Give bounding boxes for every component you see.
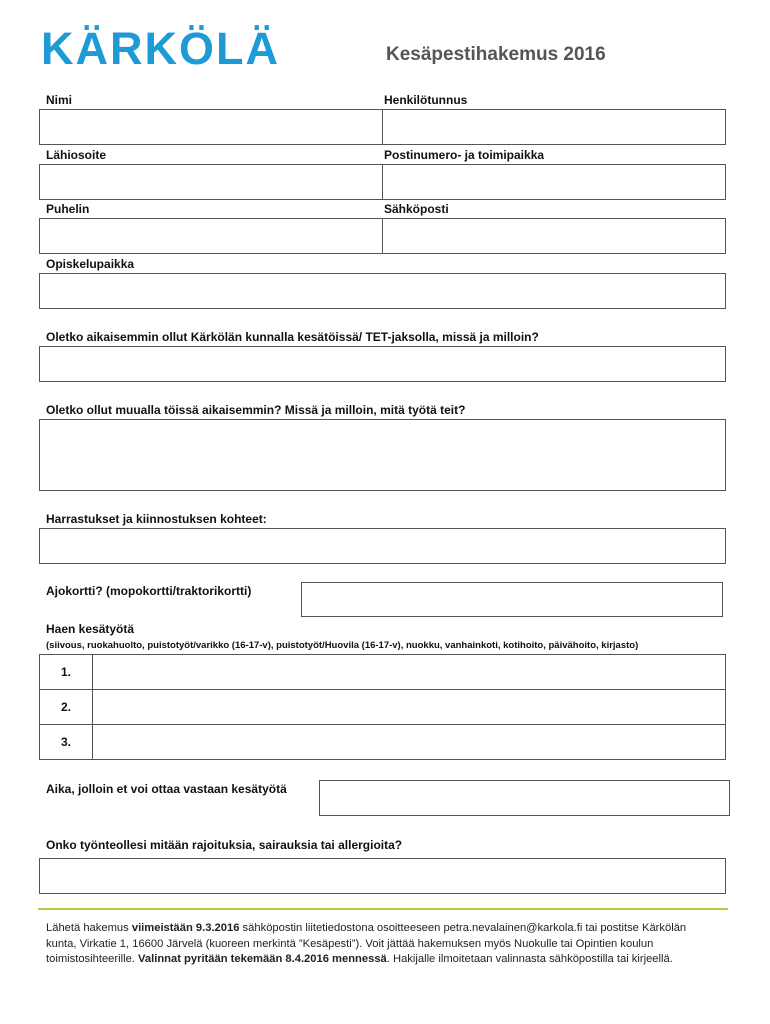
page-title: Kesäpestihakemus 2016 (386, 44, 606, 65)
lahiosoite-field[interactable] (39, 164, 383, 200)
label-aika: Aika, jolloin et voi ottaa vastaan kesätyötä (46, 782, 287, 796)
choice-number: 1. (39, 654, 93, 690)
postinumero-field[interactable] (382, 164, 726, 200)
choice-3-field[interactable] (92, 724, 726, 760)
footer-divider (38, 908, 728, 910)
harrastukset-field[interactable] (39, 528, 726, 564)
henkilotunnus-field[interactable] (382, 109, 726, 145)
choice-number: 3. (39, 724, 93, 760)
footer-instructions: Lähetä hakemus viimeistään 9.3.2016 sähköpostin liitetiedostona osoitteeseen petra.nevalainen@karkola.fi tai postitse Kärkölän kunta, Virkatie 1, 16600 Järvelä (kuoreen merkintä ”Kesäpesti”). Voit jättää hakemuksen myös Nuokulle tai Opintien koulun toimistosihteerille. Valinnat pyritään tekemään 8.4.2016 mennessä. Hakijalle ilmoitetaan valinnasta sähköpostilla tai kirjeellä. (46, 922, 687, 966)
label-rajoitukset: Onko työnteollesi mitään rajoituksia, sairauksia tai allergioita? (46, 838, 403, 852)
haen-options: (siivous, ruokahuolto, puistotyöt/varikko (16-17-v), puistotyöt/Huovila (16-17-v), nuokku, vanhainkoti, kotihoito, päivähoito, kirjasto) (46, 640, 639, 651)
ajokortti-field[interactable] (301, 582, 723, 617)
label-opiskelupaikka: Opiskelupaikka (46, 257, 135, 271)
label-ajokortti: Ajokortti? (mopokortti/traktorikortti) (46, 584, 252, 598)
choice-1-field[interactable] (92, 654, 726, 690)
label-postinumero: Postinumero- ja toimipaikka (384, 148, 545, 162)
opiskelupaikka-field[interactable] (39, 273, 726, 309)
label-haen: Haen kesätyötä (46, 622, 135, 636)
label-sahkoposti: Sähköposti (384, 202, 449, 216)
muualla-field[interactable] (39, 419, 726, 491)
label-lahiosoite: Lähiosoite (46, 148, 107, 162)
rajoitukset-field[interactable] (39, 858, 726, 894)
label-nimi: Nimi (46, 93, 73, 107)
karkola-logo: KÄRKÖLÄ (41, 23, 280, 74)
puhelin-field[interactable] (39, 218, 383, 254)
choice-number: 2. (39, 689, 93, 725)
label-aikaisemmin-karkola: Oletko aikaisemmin ollut Kärkölän kunnalla kesätöissä/ TET-jaksolla, missä ja milloin? (46, 330, 539, 344)
label-puhelin: Puhelin (46, 202, 90, 216)
nimi-field[interactable] (39, 109, 383, 145)
label-muualla: Oletko ollut muualla töissä aikaisemmin? Missä ja milloin, mitä työtä teit? (46, 403, 466, 417)
label-harrastukset: Harrastukset ja kiinnostuksen kohteet: (46, 512, 267, 526)
aikaisemmin-karkola-field[interactable] (39, 346, 726, 382)
sahkoposti-field[interactable] (382, 218, 726, 254)
aika-field[interactable] (319, 780, 730, 816)
choice-2-field[interactable] (92, 689, 726, 725)
label-henkilotunnus: Henkilötunnus (384, 93, 468, 107)
